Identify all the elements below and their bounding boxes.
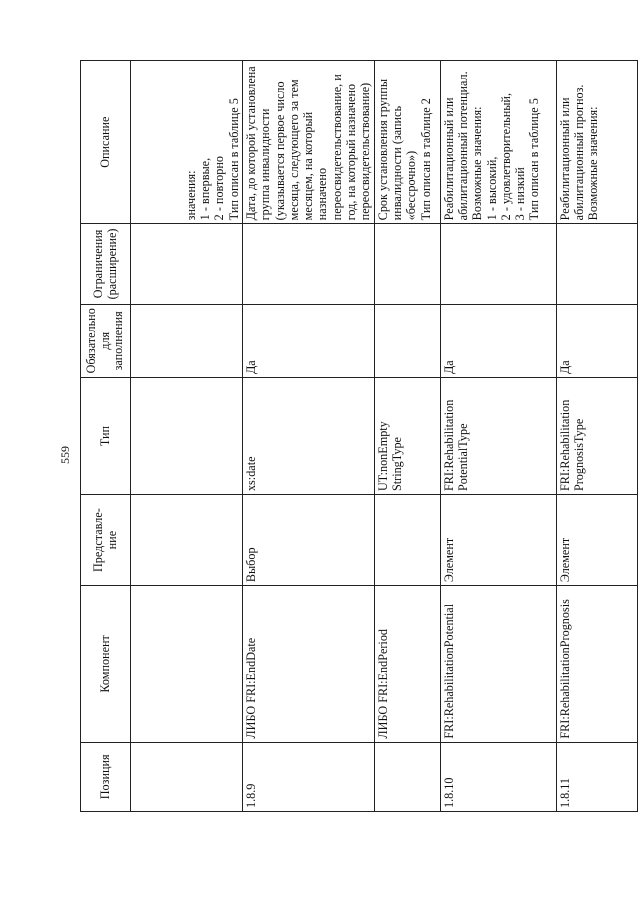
header-required: Обязательно для заполнения <box>81 304 131 377</box>
cell-representation: Элемент <box>440 495 556 586</box>
cell-description: Реабилитационный или абилитационный потенциал. Возможные значения: 1 - высокий, 2 - удовлетворительный, 3 - низкий Тип описан в таблице 5 <box>440 61 556 224</box>
cell-required: Да <box>556 304 637 377</box>
header-restriction: Ограничения (расширение) <box>81 224 131 304</box>
cell-component: FRI:RehabilitationPrognosis <box>556 586 637 742</box>
cell-type: xs:date <box>243 378 375 495</box>
cell-description: значения: 1 - впервые, 2 - повторно Тип описан в таблице 5 <box>131 61 243 224</box>
cell-required <box>374 304 440 377</box>
header-component: Компонент <box>81 586 131 742</box>
cell-position: 1.8.11 <box>556 742 637 811</box>
cell-component <box>131 586 243 742</box>
header-type: Тип <box>81 378 131 495</box>
cell-position: 1.8.9 <box>243 742 375 811</box>
cell-restriction <box>243 224 375 304</box>
header-representation: Представле- ние <box>81 495 131 586</box>
rotated-table-container <box>80 60 622 812</box>
cell-position <box>374 742 440 811</box>
cell-required <box>131 304 243 377</box>
header-position: Позиция <box>81 742 131 811</box>
table-row <box>243 61 375 812</box>
header-description: Описание <box>81 61 131 224</box>
cell-required: Да <box>440 304 556 377</box>
cell-position: 1.8.10 <box>440 742 556 811</box>
cell-position <box>131 742 243 811</box>
cell-restriction <box>374 224 440 304</box>
cell-representation: Выбор <box>243 495 375 586</box>
cell-restriction <box>440 224 556 304</box>
cell-representation: Элемент <box>556 495 637 586</box>
cell-type: FRI:Rehabilitation PrognosisType <box>556 378 637 495</box>
cell-component: FRI:RehabilitationPotential <box>440 586 556 742</box>
schema-table <box>80 60 638 812</box>
cell-type: FRI:Rehabilitation PotentialType <box>440 378 556 495</box>
cell-representation <box>131 495 243 586</box>
cell-component: ЛИБО FRI:EndPeriod <box>374 586 440 742</box>
cell-type <box>131 378 243 495</box>
cell-representation <box>374 495 440 586</box>
table-row <box>131 61 243 812</box>
page-number: 559 <box>58 446 72 464</box>
cell-component: ЛИБО FRI:EndDate <box>243 586 375 742</box>
cell-description: Дата, до которой установлена группа инвалидности (указывается первое число месяца, следующего за тем месяцем, на который назначено переосвидетельствование, и год, на который назначено переосвидетельствование) <box>243 61 375 224</box>
table-row <box>556 61 637 812</box>
cell-type: UT:nonEmpty StringType <box>374 378 440 495</box>
table-row <box>374 61 440 812</box>
table-header-row <box>81 61 131 812</box>
cell-restriction <box>556 224 637 304</box>
cell-restriction <box>131 224 243 304</box>
cell-description: Реабилитационный или абилитационный прогноз. Возможные значения: <box>556 61 637 224</box>
cell-required: Да <box>243 304 375 377</box>
cell-description: Срок установления группы инвалидности (запись «бессрочно») Тип описан в таблице 2 <box>374 61 440 224</box>
table-row <box>440 61 556 812</box>
